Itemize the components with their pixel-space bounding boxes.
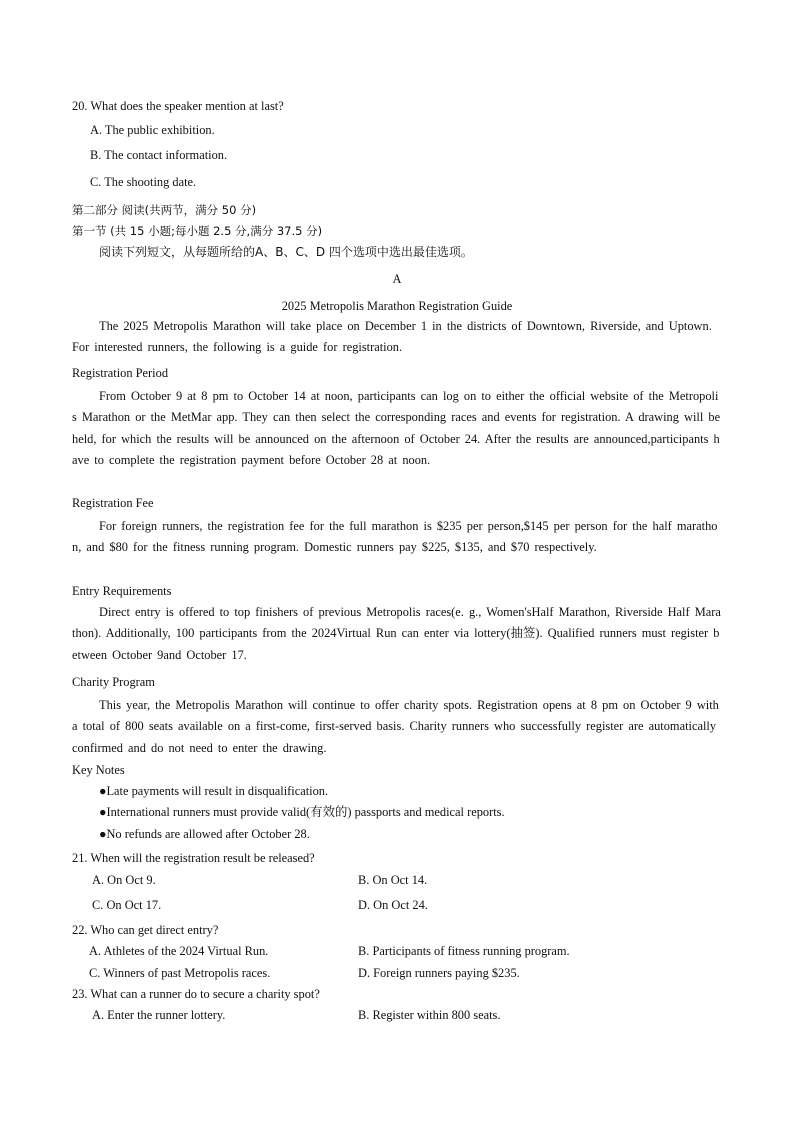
q20-stem: 20. What does the speaker mention at last? (72, 99, 284, 113)
heading-registration-period: Registration Period (72, 366, 169, 380)
note-passports: ●International runners must provide valid(有效的) passports and medical reports. (99, 805, 505, 819)
q21-option-d[interactable]: D. On Oct 24. (358, 898, 428, 912)
heading-key-notes: Key Notes (72, 763, 125, 777)
heading-entry-requirements: Entry Requirements (72, 584, 172, 598)
passage-title: 2025 Metropolis Marathon Registration Guide (281, 299, 513, 313)
paragraph-entry-requirements (72, 602, 722, 666)
q23-stem: 23. What can a runner do to secure a charity spot? (72, 987, 320, 1001)
q21-option-c[interactable]: C. On Oct 17. (92, 898, 162, 912)
paragraph-charity-program (72, 695, 722, 759)
q23-option-a[interactable]: A. Enter the runner lottery. (92, 1008, 226, 1022)
note-late-payments: ●Late payments will result in disqualification. (99, 784, 329, 798)
q22-option-d[interactable]: D. Foreign runners paying $235. (358, 966, 520, 980)
charity-text: This year, the Metropolis Marathon will continue to offer charity spots. Registration opens at 8 pm on October 9 with a total of 800 seats available on a first-come, first-served basis. Charity runners who successfully register are automatically confirmed and do not need to enter the drawing. (72, 698, 719, 755)
paragraph-registration-fee (72, 516, 722, 559)
reading-instruction: 阅读下列短文，从每题所给的A、B、C、D 四个选项中选出最佳选项。 (99, 245, 473, 259)
heading-registration-fee: Registration Fee (72, 496, 154, 510)
passage-intro (72, 316, 722, 359)
q23-option-b[interactable]: B. Register within 800 seats. (358, 1008, 501, 1022)
q22-option-c[interactable]: C. Winners of past Metropolis races. (89, 966, 271, 980)
paragraph-registration-period (72, 386, 722, 472)
section1-heading: 第一节 (共 15 小题;每小题 2.5 分,满分 37.5 分) (72, 224, 323, 238)
note-refunds: ●No refunds are allowed after October 28. (99, 827, 310, 841)
passage-letter: A (392, 272, 402, 286)
q20-option-b[interactable]: B. The contact information. (90, 148, 228, 162)
q22-stem: 22. Who can get direct entry? (72, 923, 219, 937)
period-text: From October 9 at 8 pm to October 14 at noon, participants can log on to either the official website of the Metropolis Marathon or the MetMar app. They can then select the corresponding races and events for registration. A drawing will be held, for which the results will be announced on the afternoon of October 24. After the results are announced,participants have to complete the registration payment before October 28 at noon. (72, 389, 721, 468)
q21-option-a[interactable]: A. On Oct 9. (92, 873, 156, 887)
heading-charity-program: Charity Program (72, 675, 155, 689)
q20-option-c[interactable]: C. The shooting date. (90, 175, 197, 189)
q21-option-b[interactable]: B. On Oct 14. (358, 873, 428, 887)
q20-option-a[interactable]: A. The public exhibition. (90, 123, 215, 137)
part2-heading: 第二部分 阅读(共两节，满分 50 分) (72, 203, 257, 217)
q22-option-b[interactable]: B. Participants of fitness running program. (358, 944, 570, 958)
q22-option-a[interactable]: A. Athletes of the 2024 Virtual Run. (89, 944, 269, 958)
entry-text: Direct entry is offered to top finishers of previous Metropolis races(e. g., Women'sHalf Marathon, Riverside Half Marathon). Additionally, 100 participants from the 2024Virtual Run can enter via lottery(抽签). Qualified runners must register between October 9and October 17. (72, 605, 721, 662)
fee-text: For foreign runners, the registration fee for the full marathon is $235 per person,$145 per person for the half marathon, and $80 for the fitness running program. Domestic runners pay $225, $135, and $70 respectively. (72, 519, 718, 555)
q21-stem: 21. When will the registration result be released? (72, 851, 315, 865)
intro-text: The 2025 Metropolis Marathon will take place on December 1 in the districts of Downtown, Riverside, and Uptown. For interested runners, the following is a guide for registration. (72, 319, 712, 355)
